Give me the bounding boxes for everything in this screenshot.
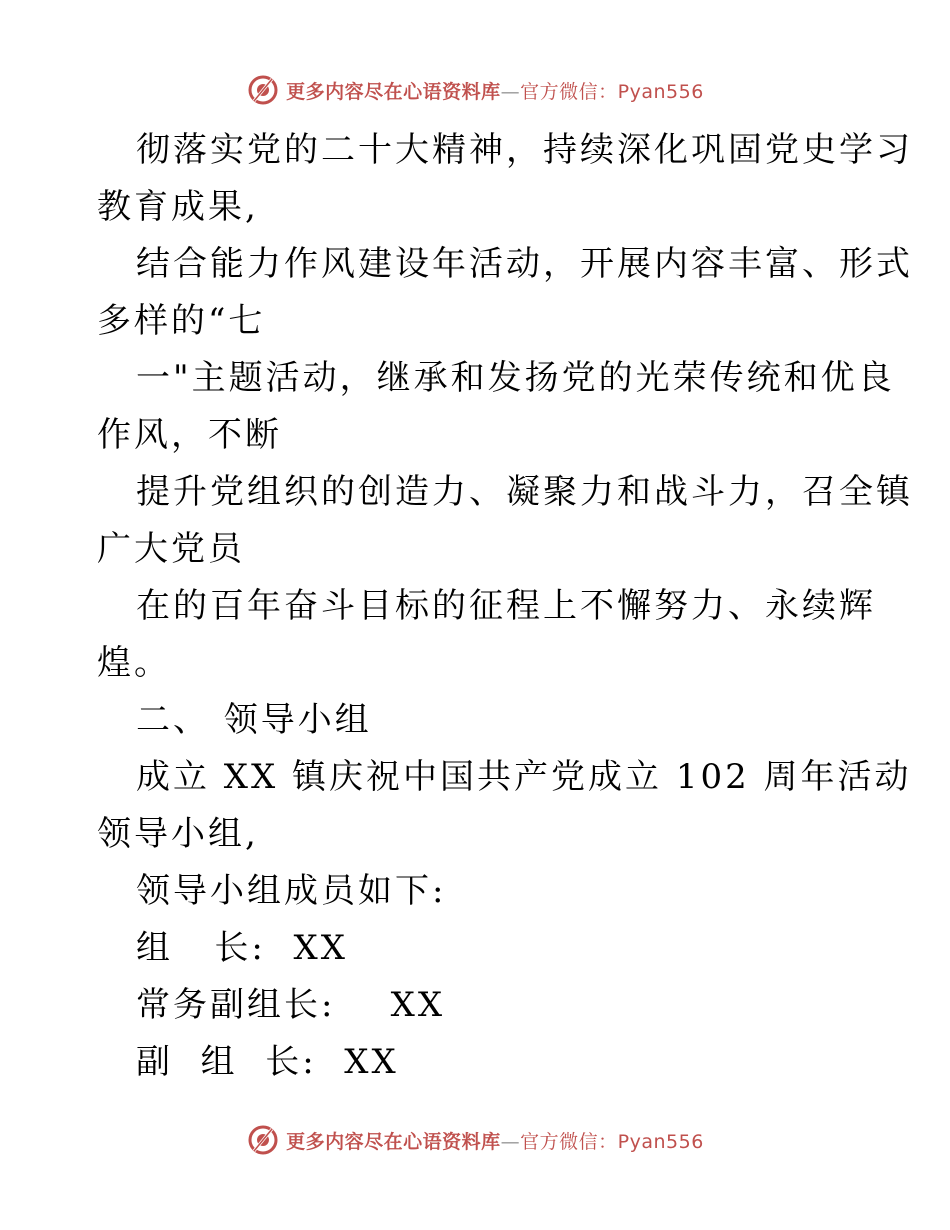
member-line: 副 组 长: XX [136,1042,399,1082]
member-line: 常务副组长: XX [136,985,446,1025]
paragraph-line: 成立 XX 镇庆祝中国共产党成立 102 周年活动 [136,757,912,797]
watermark-dash: — [500,80,521,103]
paragraph-line: 一"主题活动，继承和发扬党的光荣传统和优良 [136,358,895,398]
document-body [97,122,913,1091]
paragraph-line: 广大党员 [97,529,245,569]
watermark-text [286,1127,704,1154]
paragraph-line: 作风，不断 [97,415,282,455]
watermark-text [286,77,704,104]
quill-logo-icon [246,1123,280,1157]
quill-logo-icon [246,73,280,107]
watermark-wechat: 官方微信：Pyan556 [520,80,704,103]
header-watermark [0,70,950,110]
paragraph-line: 彻落实党的二十大精神，持续深化巩固党史学习 [136,130,913,170]
section-heading: 二、 领导小组 [136,700,372,740]
paragraph-line: 多样的“七 [97,301,266,341]
paragraph-line: 提升党组织的创造力、凝聚力和战斗力，召全镇 [136,472,913,512]
watermark-dash: — [500,1130,521,1153]
paragraph-line: 领导小组成员如下: [136,871,447,911]
watermark-wechat: 官方微信：Pyan556 [520,1130,704,1153]
paragraph-line: 结合能力作风建设年活动，开展内容丰富、形式 [136,244,913,284]
paragraph-line: 在的百年奋斗目标的征程上不懈努力、永续辉 [136,586,876,626]
paragraph-line: 教育成果, [97,187,259,227]
member-line: 组 长: XX [136,928,348,968]
footer-watermark [0,1120,950,1160]
paragraph-line: 领导小组, [97,814,259,854]
paragraph-line: 煌。 [97,643,171,683]
watermark-site: 更多内容尽在心语资料库 [286,1130,501,1153]
watermark-site: 更多内容尽在心语资料库 [286,80,501,103]
